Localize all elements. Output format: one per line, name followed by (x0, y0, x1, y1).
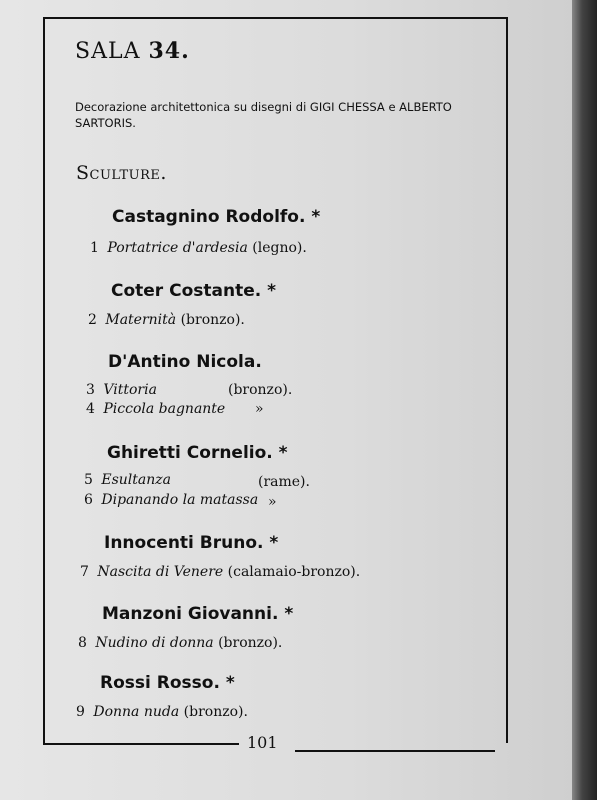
work-material: (bronzo). (180, 312, 245, 328)
frame-rule-left (43, 743, 239, 745)
artist-heading: Ghiretti Cornelio. * (107, 443, 288, 463)
artist-heading: D'Antino Nicola. (108, 352, 262, 372)
work-material: (bronzo). (228, 382, 293, 398)
work-title: Maternità (105, 312, 177, 328)
section-title: Sculture. (76, 162, 167, 184)
ditto-mark: » (255, 401, 264, 417)
work-entry (86, 401, 225, 417)
work-title: Esultanza (101, 472, 171, 488)
work-number: 3 (86, 382, 95, 398)
work-title: Dipanando la matassa (101, 492, 259, 508)
work-number: 1 (90, 240, 99, 256)
sala-label: SALA (75, 39, 141, 64)
work-number: 9 (76, 704, 85, 720)
work-entry (86, 382, 157, 398)
artist-heading: Innocenti Bruno. * (104, 533, 279, 553)
work-title: Donna nuda (93, 704, 180, 720)
frame-rule-right (295, 750, 495, 752)
work-material: (legno). (252, 240, 307, 256)
work-number: 4 (86, 401, 95, 417)
work-entry (90, 240, 307, 256)
work-number: 7 (80, 564, 89, 580)
work-material: (rame). (258, 474, 310, 490)
ditto-mark: » (268, 494, 277, 510)
work-entry (84, 492, 258, 508)
artist-heading: Manzoni Giovanni. * (102, 604, 294, 624)
work-entry (84, 472, 171, 488)
decoration-note: Decorazione architettonica su disegni di GIGI CHESSA e ALBERTO SARTORIS. (75, 100, 452, 130)
artist-heading: Coter Costante. * (111, 281, 277, 301)
work-material: (calamaio-bronzo). (227, 564, 361, 580)
work-material: (bronzo). (218, 635, 283, 651)
work-title: Portatrice d'ardesia (107, 240, 248, 256)
work-entry (80, 564, 360, 580)
artist-heading: Castagnino Rodolfo. * (112, 207, 321, 227)
work-number: 8 (78, 635, 87, 651)
work-title: Vittoria (103, 382, 157, 398)
sala-title (75, 38, 190, 64)
book-gutter (572, 0, 597, 800)
work-entry (76, 704, 248, 720)
work-title: Nascita di Venere (97, 564, 224, 580)
work-title: Nudino di donna (95, 635, 214, 651)
work-entry (78, 635, 282, 651)
artist-heading: Rossi Rosso. * (100, 673, 235, 693)
work-number: 5 (84, 472, 93, 488)
work-number: 6 (84, 492, 93, 508)
work-material: (bronzo). (183, 704, 248, 720)
work-number: 2 (88, 312, 97, 328)
page-number: 101 (247, 733, 278, 752)
work-entry (88, 312, 245, 328)
sala-number: 34. (148, 38, 190, 64)
work-title: Piccola bagnante (103, 401, 226, 417)
